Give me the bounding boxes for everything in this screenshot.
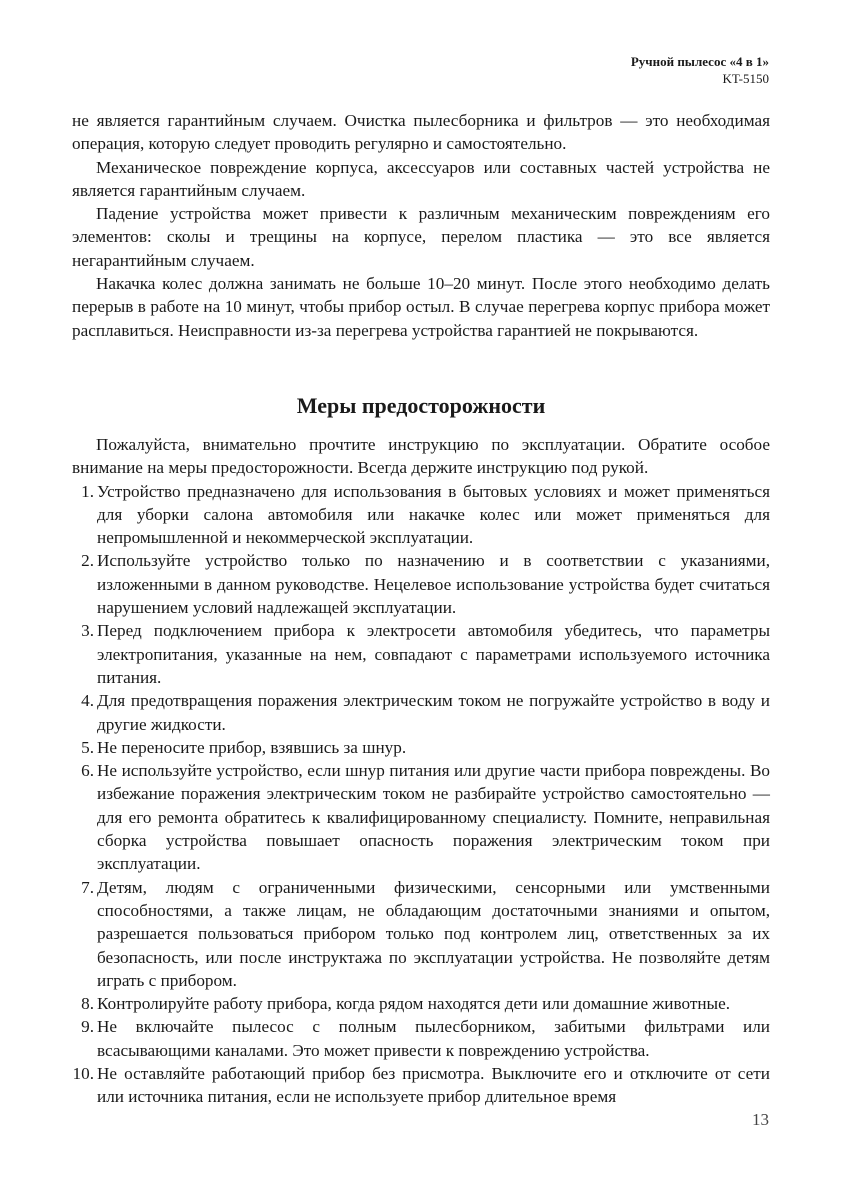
item-text: Детям, людям с ограниченными физическими, сенсорными или умственными способностями, а также лицам, не обладающим достаточными знаниями и опытом, разрешается пользоваться прибором только под контролем лиц, ответственных за их безопасность, или после инструктажа по эксплуатации устройства. Не позволяйте детям играть с прибором. [97,877,770,990]
precautions-lead-paragraph: Пожалуйста, внимательно прочтите инструкцию по эксплуатации. Обратите особое внимание на меры предосторожности. Всегда держите инструкцию под рукой. [72,435,770,478]
item-number: 6. [81,761,94,781]
item-text: Не переносите прибор, взявшись за шнур. [97,737,407,757]
precautions-section [72,433,770,1109]
item-text: Устройство предназначено для использования в бытовых условиях и может применяться для уборки салона автомобиля или накачке колес или может применяться для непромышленной и некоммерческой эксплуатации. [97,481,770,548]
precaution-item [72,759,770,875]
item-text: Перед подключением прибора к электросети автомобиля убедитесь, что параметры электропитания, указанные на нем, совпадают с параметрами используемого источника питания. [97,621,770,687]
precaution-item [72,1062,770,1109]
item-number: 10. [72,1064,94,1084]
section-heading: Меры предосторожности [296,393,546,418]
precaution-item [72,1015,770,1062]
intro-paragraph: Накачка колес должна занимать не больше 10–20 минут. После этого необходимо делать перерыв в работе на 10 минут, чтобы прибор остыл. В случае перегрева корпус прибора может расплавиться. Неисправности из-за перегрева устройства гарантией не покрываются. [72,274,770,340]
item-text: Для предотвращения поражения электрическим током не погружайте устройство в воду и другие жидкости. [97,691,770,734]
item-text: Контролируйте работу прибора, когда рядом находятся дети или домашние животные. [97,994,731,1014]
precaution-item [72,876,770,992]
item-number: 5. [81,737,94,757]
precaution-item [72,549,770,619]
precaution-item [72,619,770,689]
precaution-item [72,992,770,1015]
intro-text [72,109,770,342]
item-number: 9. [81,1017,94,1037]
page-number: 13 [752,1110,769,1129]
intro-paragraph: Падение устройства может привести к различным механическим повреждениям его элементов: сколы и трещины на корпусе, перелом пластика — это все является негарантийным случаем. [72,204,770,270]
item-number: 7. [81,877,94,897]
item-text: Используйте устройство только по назначению и в соответствии с указаниями, изложенными в данном руководстве. Нецелевое использование устройства будет считаться нарушением условий надлежащей эксплуатации. [97,551,770,618]
item-number: 1. [81,481,94,501]
header-product-name: Ручной пылесос «4 в 1» [630,54,769,69]
item-text: Не оставляйте работающий прибор без присмотра. Выключите его и отключите от сети или источника питания, если не используете прибор длительное время [97,1064,770,1107]
intro-paragraph: Механическое повреждение корпуса, аксессуаров или составных частей устройства не является гарантийным случаем. [72,157,770,200]
precautions-list [72,480,770,1109]
item-number: 3. [81,621,94,641]
header-model-number: KT-5150 [722,71,769,86]
precaution-item [72,480,770,550]
item-text: Не используйте устройство, если шнур питания или другие части прибора повреждены. Во избежание поражения электрическим током не разбирайте устройство самостоятельно — для его ремонта обратитесь к квалифицированному специалисту. Помните, неправильная сборка устройства повышает опасность поражения электрическим током при эксплуатации. [97,761,770,874]
precaution-item [72,736,770,759]
item-number: 4. [81,691,94,711]
intro-paragraph-continued: не является гарантийным случаем. Очистка пылесборника и фильтров — это необходимая операция, которую следует проводить регулярно и самостоятельно. [72,111,770,154]
item-number: 2. [81,551,94,571]
item-number: 8. [81,994,94,1014]
running-header [631,53,769,87]
precaution-item [72,689,770,736]
item-text: Не включайте пылесос с полным пылесборником, забитыми фильтрами или всасывающими каналами. Это может привести к повреждению устройства. [97,1017,770,1060]
